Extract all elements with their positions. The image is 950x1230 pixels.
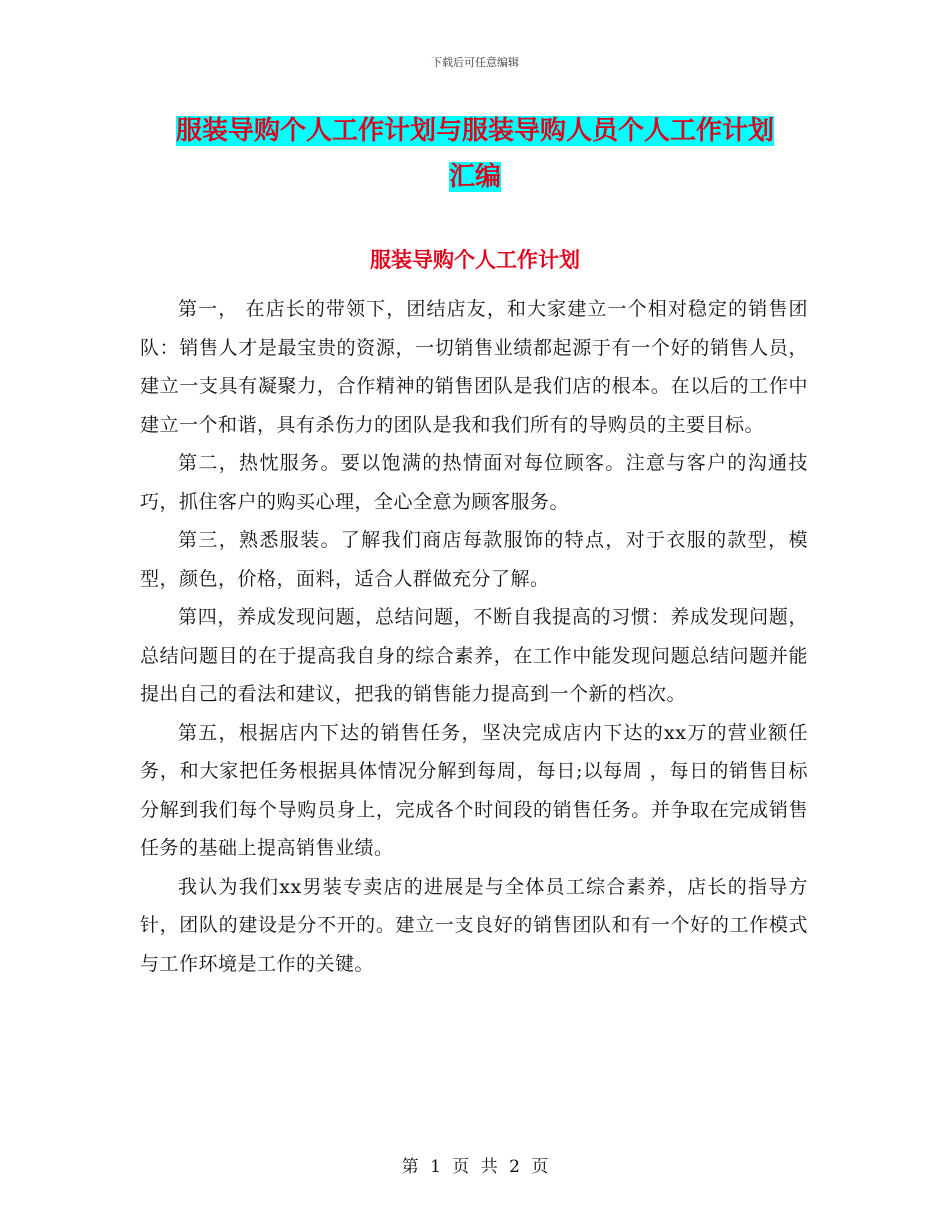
- section-title: 服装导购个人工作计划: [370, 247, 580, 272]
- paragraph-3: 第三，熟悉服装。了解我们商店每款服饰的特点，对于衣服的款型，模型，颜色，价格，面料，适合人群做充分了解。: [140, 529, 808, 590]
- document-title-line-2: 汇编: [448, 162, 501, 192]
- document-body: [140, 290, 808, 983]
- paragraph-1: 第一， 在店长的带领下，团结店友，和大家建立一个相对稳定的销售团队：销售人才是最宝贵的资源，一切销售业绩都起源于有一个好的销售人员，建立一支具有凝聚力，合作精神的销售团队是我们店的根本。在以后的工作中建立一个和谐，具有杀伤力的团队是我和我们所有的导购员的主要目标。: [140, 298, 808, 436]
- paragraph-2: 第二，热忱服务。要以饱满的热情面对每位顾客。注意与客户的沟通技巧，抓住客户的购买心理，全心全意为顾客服务。: [140, 452, 808, 513]
- page-number: 第 1 页 共 2 页: [401, 1157, 549, 1177]
- document-title-line-1: 服装导购个人工作计划与服装导购人员个人工作计划: [175, 116, 774, 146]
- paragraph-6: 我认为我们xx男装专卖店的进展是与全体员工综合素养，店长的指导方针，团队的建设是分不开的。建立一支良好的销售团队和有一个好的工作模式与工作环境是工作的关键。: [140, 875, 808, 975]
- paragraph-5: 第五，根据店内下达的销售任务，坚决完成店内下达的xx万的营业额任务，和大家把任务根据具体情况分解到每周，每日;以每周 ，每日的销售目标分解到我们每个导购员身上，完成各个时间段的销售任务。并争取在完成销售任务的基础上提高销售业绩。: [140, 721, 808, 859]
- header-note: 下载后可任意编辑: [431, 56, 519, 69]
- paragraph-4: 第四，养成发现问题，总结问题，不断自我提高的习惯：养成发现问题，总结问题目的在于提高我自身的综合素养，在工作中能发现问题总结问题并能提出自己的看法和建议，把我的销售能力提高到一个新的档次。: [140, 606, 808, 705]
- document-title: [140, 108, 810, 200]
